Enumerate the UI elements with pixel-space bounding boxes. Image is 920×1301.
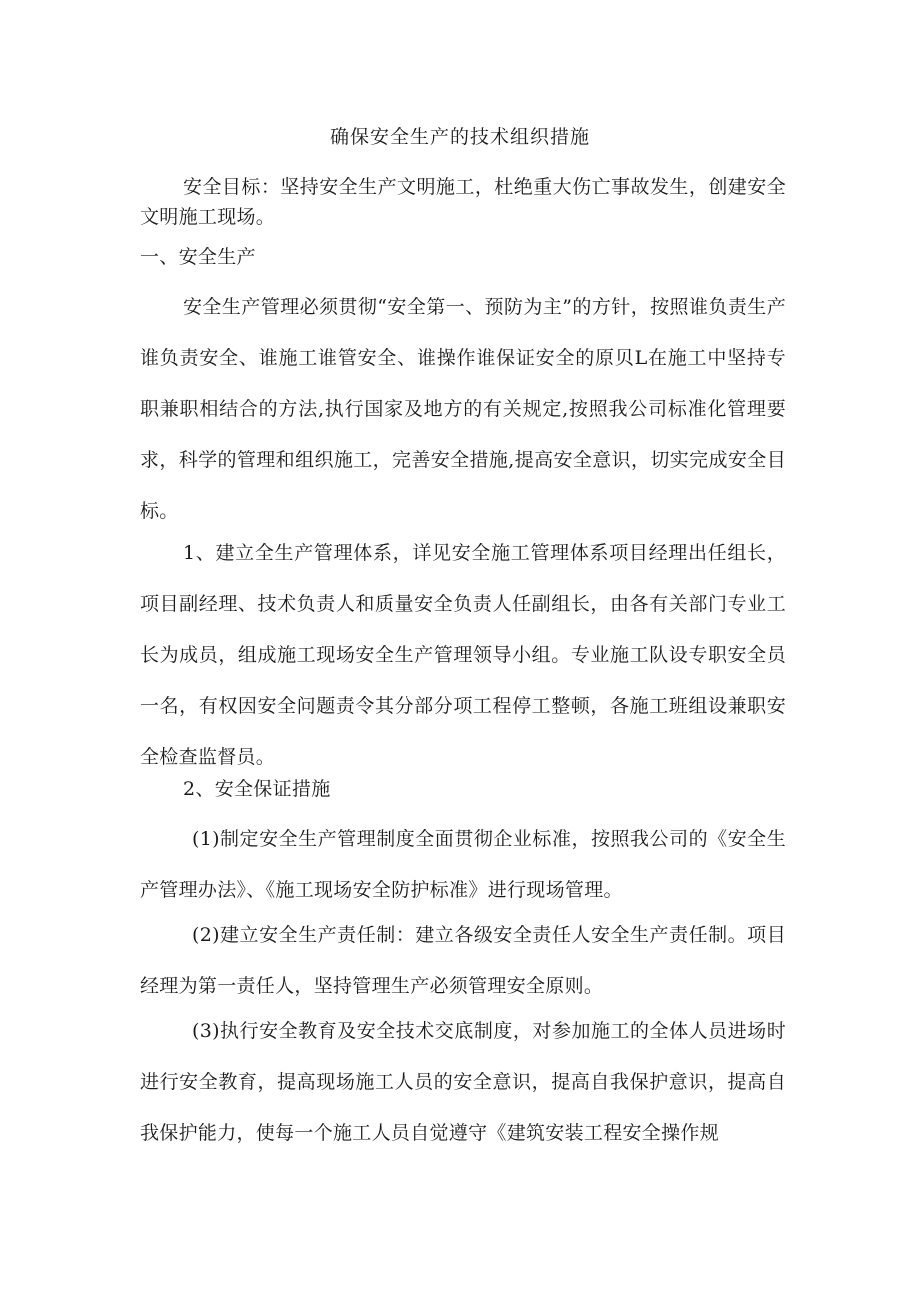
section-heading-safety-measures: 2、安全保证措施 (183, 778, 331, 800)
measure-3-paragraph: (3)执行安全教育及安全技术交底制度，对参加施工的全体人员进场时进行安全教育，提高现场施工人员的安全意识，提高自我保护意识，提高自我保护能力，使每一个施工人员自觉遵守《建筑安装工程安全操作规 (140, 1020, 786, 1144)
safety-goal-paragraph: 安全目标：坚持安全生产文明施工，杜绝重大伤亡事故发生，创建安全文明施工现场。 (140, 176, 786, 228)
measure-2-paragraph: (2)建立安全生产责任制：建立各级安全责任人安全生产责任制。项目经理为第一责任人，坚持管理生产必须管理安全原则。 (140, 924, 786, 997)
measure-1-paragraph: (1)制定安全生产管理制度全面贯彻企业标准，按照我公司的《安全生产管理办法》、《施工现场安全防护标准》进行现场管理。 (140, 828, 786, 901)
safety-production-paragraph: 安全生产管理必须贯彻“安全第一、预防为主”的方针，按照谁负责生产谁负责安全、谁施工谁管安全、谁操作谁保证安全的原贝L在施工中坚持专职兼职相结合的方法,执行国家及地方的有关规定,按照我公司标准化管理要求，科学的管理和组织施工，完善安全措施,提高安全意识，切实完成安全目标。 (140, 296, 786, 522)
section-heading-safety-production: 一、安全生产 (140, 246, 256, 268)
management-system-paragraph: 1、建立全生产管理体系，详见安全施工管理体系项目经理出任组长，项目副经理、技术负责人和质量安全负责人任副组长，由各有关部门专业工长为成员，组成施工现场安全生产管理领导小组。专业施工队设专职安全员一名，有权因安全问题责令其分部分项工程停工整顿，各施工班组设兼职安全检查监督员。 (140, 542, 786, 768)
document-title: 确保安全生产的技术组织措施 (329, 126, 590, 148)
